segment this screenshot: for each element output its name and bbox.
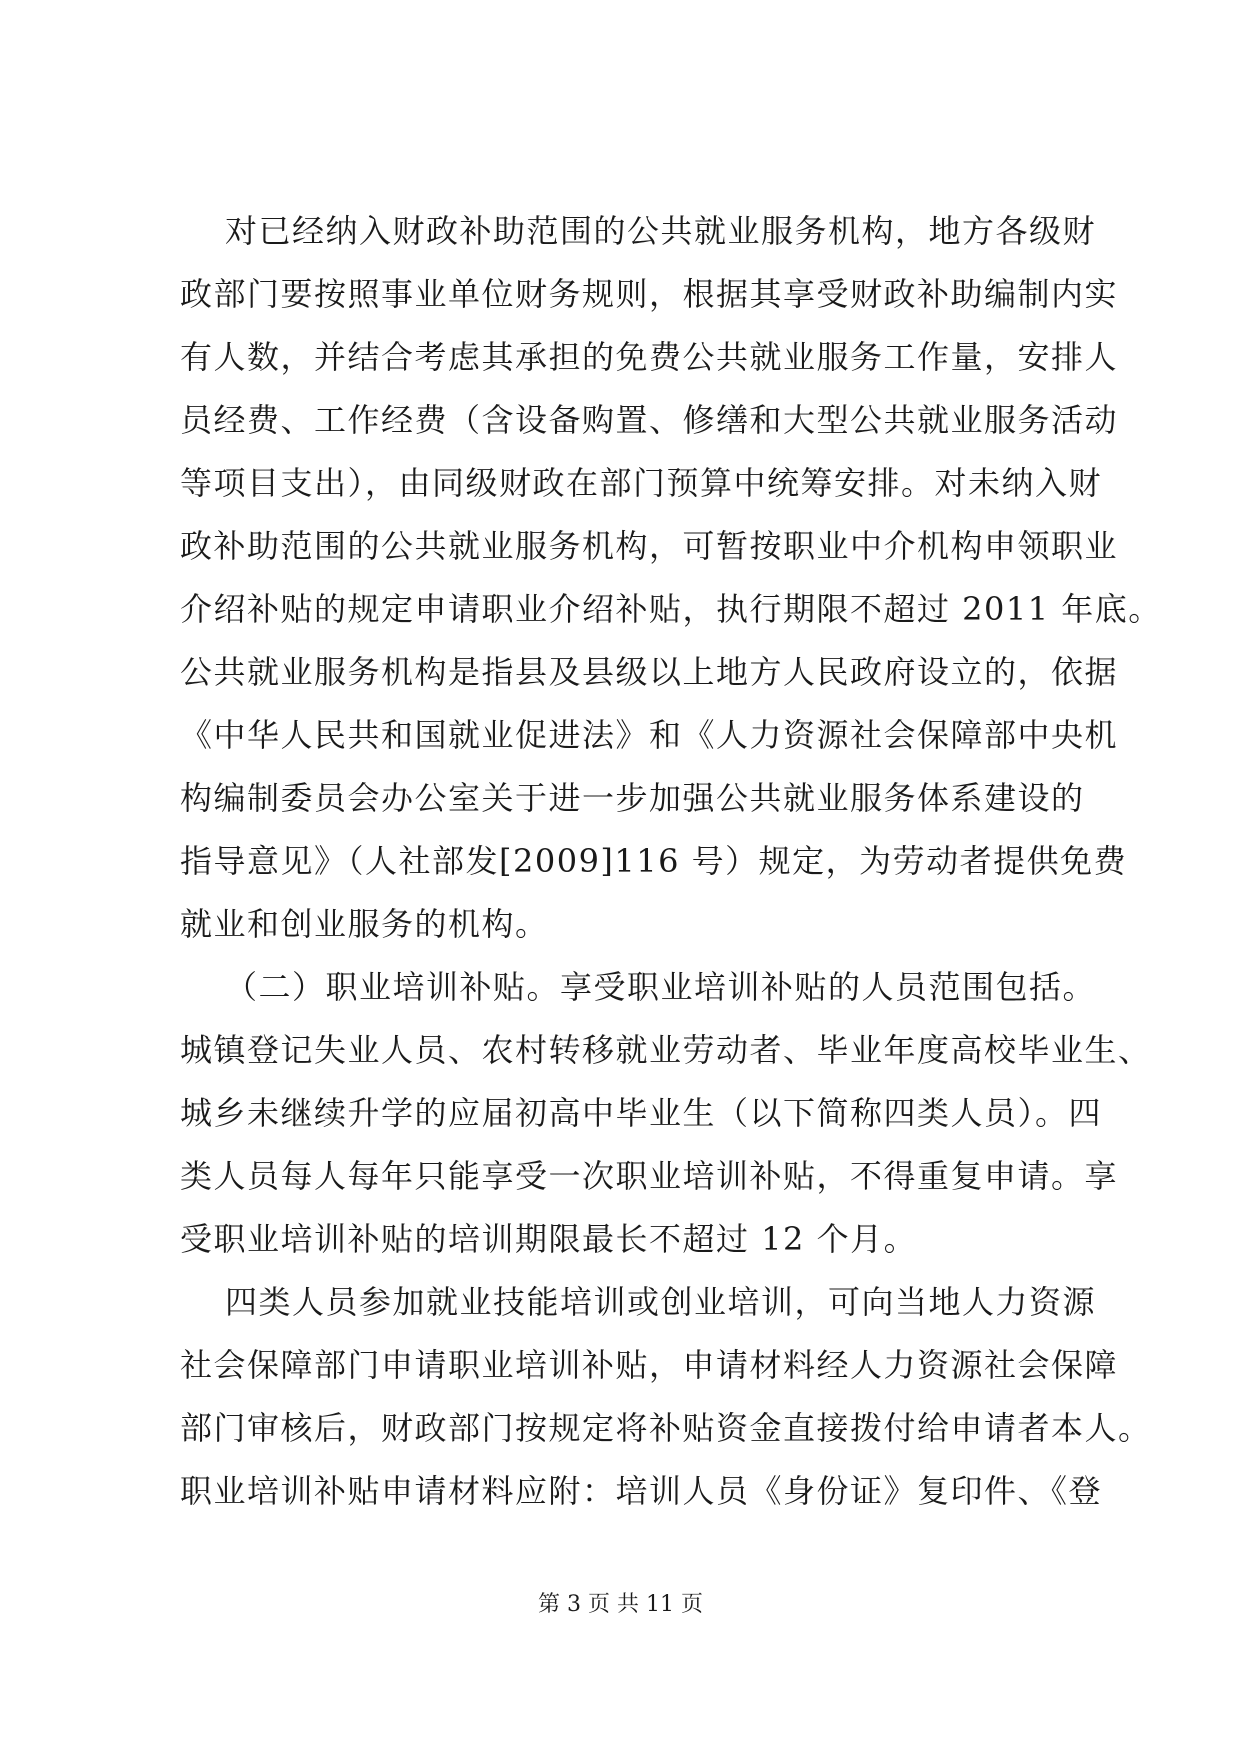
text-line: 城镇登记失业人员、农村转移就业劳动者、毕业年度高校毕业生、 — [180, 1031, 1152, 1069]
text-line: 对已经纳入财政补助范围的公共就业服务机构，地方各级财 — [225, 212, 1097, 250]
text-line: 介绍补贴的规定申请职业介绍补贴，执行期限不超过 2011 年底。 — [180, 590, 1162, 628]
text-line: 职业培训补贴申请材料应附：培训人员《身份证》复印件、《登 — [180, 1472, 1103, 1510]
text-line: 员经费、工作经费（含设备购置、修缮和大型公共就业服务活动 — [180, 401, 1119, 439]
page-number-footer: 第 3 页 共 11 页 — [538, 1592, 703, 1617]
text-line: 政部门要按照事业单位财务规则，根据其享受财政补助编制内实 — [180, 275, 1119, 313]
text-line: 《中华人民共和国就业促进法》和《人力资源社会保障部中央机 — [180, 716, 1119, 754]
text-line: 城乡未继续升学的应届初高中毕业生（以下简称四类人员）。四 — [180, 1094, 1103, 1132]
text-line: 构编制委员会办公室关于进一步加强公共就业服务体系建设的 — [180, 779, 1085, 817]
text-line: 有人数，并结合考虑其承担的免费公共就业服务工作量，安排人 — [180, 338, 1119, 376]
text-line: 公共就业服务机构是指县及县级以上地方人民政府设立的，依据 — [180, 653, 1119, 691]
text-line: 就业和创业服务的机构。 — [180, 905, 549, 943]
text-line: 部门审核后，财政部门按规定将补贴资金直接拨付给申请者本人。 — [180, 1409, 1152, 1447]
text-line: 政补助范围的公共就业服务机构，可暂按职业中介机构申领职业 — [180, 527, 1119, 565]
text-line: 受职业培训补贴的培训期限最长不超过 12 个月。 — [180, 1220, 918, 1258]
text-line: 指导意见》（人社部发[2009]116 号）规定，为劳动者提供免费 — [180, 842, 1128, 880]
text-line: 四类人员参加就业技能培训或创业培训，可向当地人力资源 — [225, 1283, 1097, 1321]
text-line: 类人员每人每年只能享受一次职业培训补贴，不得重复申请。享 — [180, 1157, 1119, 1195]
text-line: 社会保障部门申请职业培训补贴，申请材料经人力资源社会保障 — [180, 1346, 1119, 1384]
text-line: 等项目支出），由同级财政在部门预算中统筹安排。对未纳入财 — [180, 464, 1103, 502]
text-line: （二）职业培训补贴。享受职业培训补贴的人员范围包括。 — [225, 968, 1097, 1006]
